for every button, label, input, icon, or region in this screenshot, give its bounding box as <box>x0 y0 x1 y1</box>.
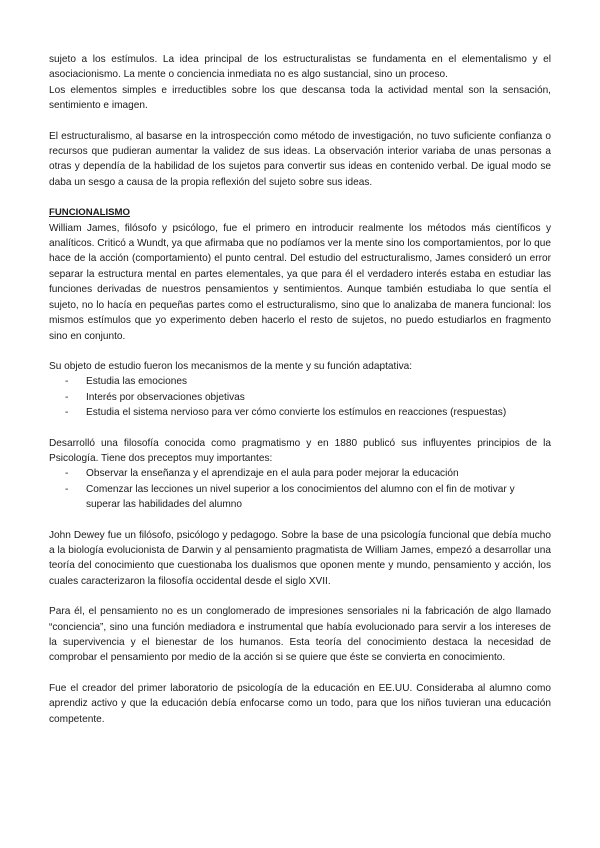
spacer <box>49 666 551 681</box>
paragraph-william-james: William James, filósofo y psicólogo, fue el primero en introducir realmente los métodos más científicos y analíticos. Criticó a Wundt, ya que afirmaba que no podíamos ver la mente sino los comportamientos, por lo que hace de la acción (comportamiento) el punto central. Del estudio del estructuralismo, James consideró un error separar la estructura mental en partes elementales, ya que para él el verdadero interés estaba en estudiar las funciones derivadas de nuestros pensamientos y sentimientos. Aunque también estudiaba lo que sentía el sujeto, no lo hacía en pequeñas partes como el estructuralismo, sino que lo analizaba de manera funcional: los mismos estímulos que yo experimento deben hacerlo el resto de sujetos, no puedo estudiarlos en fragmento sino en conjunto. <box>49 222 551 342</box>
paragraph-pragmatism: Desarrolló una filosofía conocida como pragmatismo y en 1880 publicó sus influyentes principios de la Psicología. Tiene dos preceptos muy importantes: <box>49 437 551 464</box>
object-of-study-list <box>49 374 551 420</box>
spacer <box>49 513 551 528</box>
list-item: - Interés por observaciones objetivas <box>65 390 551 405</box>
spacer <box>49 114 551 129</box>
paragraph-dewey-thought: Para él, el pensamiento no es un conglomerado de impresiones sensoriales ni la fabricación de algo llamado “conciencia”, sino una función mediadora e instrumental que había evolucionado para servir a los intereses de la supervivencia y el bienestar de los humanos. Esta teoría del conocimiento destaca la necesidad de comprobar el pensamiento por medio de la acción si se quiere que éste se convierta en conocimiento. <box>49 606 551 664</box>
precepts-list <box>49 466 551 512</box>
spacer <box>49 344 551 359</box>
list-item: - Estudia las emociones <box>65 374 551 389</box>
paragraph-simple-elements: Los elementos simples e irreductibles sobre los que descansa toda la actividad mental son la sensación, sentimiento e imagen. <box>49 84 551 112</box>
spacer <box>49 190 551 205</box>
spacer <box>49 421 551 436</box>
paragraph-object-of-study: Su objeto de estudio fueron los mecanismos de la mente y su función adaptativa: <box>49 360 413 372</box>
list-item: - Observar la enseñanza y el aprendizaje en el aula para poder mejorar la educación <box>65 466 551 481</box>
section-heading-funcionalismo: FUNCIONALISMO <box>49 207 131 219</box>
paragraph-structuralism-principles: sujeto a los estímulos. La idea principal de los estructuralistas se fundamenta en el elementalismo y el asociacionismo. La mente o conciencia inmediata no es algo sustancial, sino un proceso. <box>49 54 551 81</box>
spacer <box>49 589 551 604</box>
list-item: - Estudia el sistema nervioso para ver cómo convierte los estímulos en reacciones (respuestas) <box>65 405 551 420</box>
paragraph-introspection-critique: El estructuralismo, al basarse en la introspección como método de investigación, no tuvo suficiente confianza o recursos que pudieran aumentar la validez de sus ideas. La observación interior variaba de unas personas a otras y dependía de la habilidad de los sujetos para convertir sus ideas en contenido verbal. De igual modo se daba un sesgo a causa de la propia reflexión del sujeto sobre sus ideas. <box>49 130 551 188</box>
paragraph-john-dewey: John Dewey fue un filósofo, psicólogo y pedagogo. Sobre la base de una psicología funcional que debía mucho a la biología evolucionista de Darwin y al pensamiento pragmatista de William James, empezó a desarrollar una teoría del conocimiento que cuestionaba los dualismos que oponen mente y mundo, pensamiento y acción, los cuales caracterizaron la filosofía occidental desde el siglo XVII. <box>49 529 551 587</box>
list-item: - Comenzar las lecciones un nivel superior a los conocimientos del alumno con el fin de motivar y superar las habilidades del alumno <box>65 482 551 513</box>
paragraph-education-lab: Fue el creador del primer laboratorio de psicología de la educación en EE.UU. Consideraba al alumno como aprendiz activo y que la educación debía enfocarse como un todo, para que los niños tuvieran una educación competente. <box>49 682 551 725</box>
